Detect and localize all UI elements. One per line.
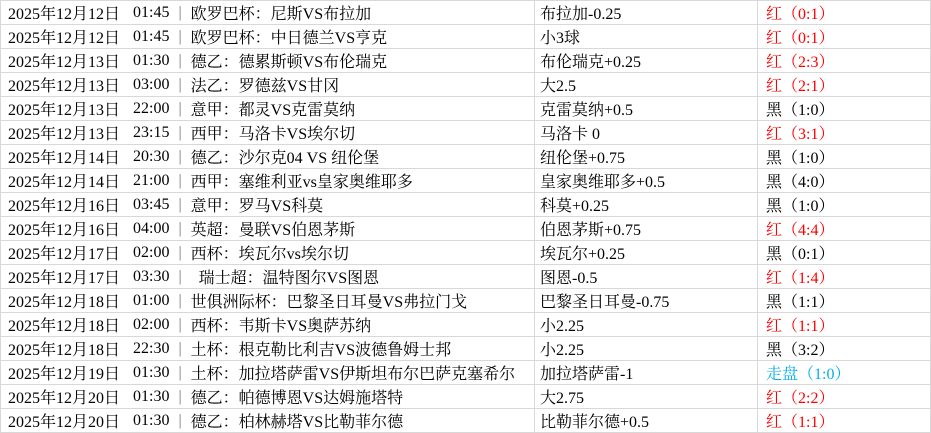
handicap-value: 布拉加-0.25 xyxy=(540,6,622,23)
handicap-cell xyxy=(534,49,757,72)
column-separator: | xyxy=(178,219,182,237)
match-time: 22:00 xyxy=(133,99,170,117)
match-date: 2025年12月18日 xyxy=(8,294,121,311)
match-time: 01:30 xyxy=(133,387,170,405)
result-cell xyxy=(757,241,930,264)
match-date: 2025年12月16日 xyxy=(8,198,121,215)
column-separator: | xyxy=(178,411,182,429)
handicap-cell xyxy=(534,241,757,264)
match-time: 02:00 xyxy=(133,315,170,333)
handicap-cell xyxy=(534,385,757,408)
result-value: 红（2:2） xyxy=(766,390,835,407)
match-name: 土杯：加拉塔萨雷VS伊斯坦布尔巴萨克塞希尔 xyxy=(190,366,516,383)
column-separator: | xyxy=(178,171,182,189)
handicap-value: 大2.75 xyxy=(540,390,585,407)
match-time: 02:00 xyxy=(133,243,170,261)
match-info-cell xyxy=(1,169,534,192)
handicap-cell xyxy=(534,121,757,144)
table-row xyxy=(1,169,930,193)
column-separator: | xyxy=(178,195,182,213)
handicap-value: 科莫+0.25 xyxy=(540,198,610,215)
handicap-cell xyxy=(534,25,757,48)
table-row xyxy=(1,361,930,385)
handicap-cell xyxy=(534,289,757,312)
match-name: 德乙：德累斯顿VS布伦瑞克 xyxy=(190,54,388,71)
match-info-cell xyxy=(1,121,534,144)
handicap-cell xyxy=(534,313,757,336)
handicap-value: 大2.5 xyxy=(540,78,577,95)
match-date: 2025年12月20日 xyxy=(8,414,121,431)
handicap-cell xyxy=(534,193,757,216)
match-name: 欧罗巴杯：中日德兰VS亨克 xyxy=(190,30,388,47)
handicap-value: 小3球 xyxy=(540,30,581,47)
table-row xyxy=(1,49,930,73)
result-cell xyxy=(757,73,930,96)
result-value: 红（3:1） xyxy=(766,126,835,143)
match-info-cell xyxy=(1,25,534,48)
match-date: 2025年12月14日 xyxy=(8,150,121,167)
result-cell xyxy=(757,145,930,168)
match-date: 2025年12月13日 xyxy=(8,54,121,71)
result-cell xyxy=(757,361,930,384)
result-cell xyxy=(757,337,930,360)
handicap-value: 小2.25 xyxy=(540,342,585,359)
match-info-cell xyxy=(1,1,534,24)
handicap-value: 图恩-0.5 xyxy=(540,270,598,287)
handicap-cell xyxy=(534,145,757,168)
result-cell xyxy=(757,313,930,336)
result-value: 黑（1:1） xyxy=(766,294,835,311)
match-date: 2025年12月18日 xyxy=(8,318,121,335)
result-cell xyxy=(757,25,930,48)
handicap-value: 布伦瑞克+0.25 xyxy=(540,54,642,71)
column-separator: | xyxy=(178,147,182,165)
result-value: 黑（1:0） xyxy=(766,150,835,167)
column-separator: | xyxy=(178,75,182,93)
column-separator: | xyxy=(178,363,182,381)
match-info-cell xyxy=(1,289,534,312)
match-date: 2025年12月17日 xyxy=(8,246,121,263)
table-row xyxy=(1,337,930,361)
result-cell xyxy=(757,169,930,192)
match-time: 03:45 xyxy=(133,195,170,213)
match-date: 2025年12月13日 xyxy=(8,102,121,119)
match-info-cell xyxy=(1,49,534,72)
match-info-cell xyxy=(1,97,534,120)
table-row xyxy=(1,121,930,145)
table-row xyxy=(1,73,930,97)
result-cell xyxy=(757,1,930,24)
match-date: 2025年12月13日 xyxy=(8,78,121,95)
result-cell xyxy=(757,385,930,408)
table-row xyxy=(1,289,930,313)
column-separator: | xyxy=(178,267,182,285)
table-row xyxy=(1,313,930,337)
match-name: 土杯：根克勒比利吉VS波德鲁姆士邦 xyxy=(190,342,452,359)
column-separator: | xyxy=(178,51,182,69)
table-row xyxy=(1,25,930,49)
handicap-value: 埃瓦尔+0.25 xyxy=(540,246,626,263)
match-time: 22:30 xyxy=(133,339,170,357)
column-separator: | xyxy=(178,3,182,21)
result-value: 红（1:1） xyxy=(766,414,835,431)
table-row xyxy=(1,193,930,217)
match-name: 德乙：柏林赫塔VS比勒菲尔德 xyxy=(190,414,404,431)
result-value: 红（0:1） xyxy=(766,30,835,47)
handicap-value: 纽伦堡+0.75 xyxy=(540,150,626,167)
handicap-value: 巴黎圣日耳曼-0.75 xyxy=(540,294,670,311)
column-separator: | xyxy=(178,123,182,141)
column-separator: | xyxy=(178,27,182,45)
table-row xyxy=(1,265,930,289)
table-row xyxy=(1,385,930,409)
handicap-cell xyxy=(534,361,757,384)
result-value: 黑（1:0） xyxy=(766,198,835,215)
match-name: 欧罗巴杯：尼斯VS布拉加 xyxy=(190,6,372,23)
result-value: 红（2:1） xyxy=(766,78,835,95)
match-date: 2025年12月13日 xyxy=(8,126,121,143)
match-date: 2025年12月14日 xyxy=(8,174,121,191)
match-name: 意甲：罗马VS科莫 xyxy=(190,198,324,215)
match-date: 2025年12月16日 xyxy=(8,222,121,239)
match-name: 西甲：塞维利亚vs皇家奥维耶多 xyxy=(190,174,413,191)
match-info-cell xyxy=(1,193,534,216)
table-row xyxy=(1,1,930,25)
match-name: 意甲：都灵VS克雷莫纳 xyxy=(190,102,356,119)
table-row xyxy=(1,241,930,265)
match-name: 世俱洲际杯：巴黎圣日耳曼VS弗拉门戈 xyxy=(190,294,468,311)
result-value: 红（0:1） xyxy=(766,6,835,23)
result-value: 黑（3:2） xyxy=(766,342,835,359)
match-date: 2025年12月12日 xyxy=(8,30,121,47)
handicap-value: 小2.25 xyxy=(540,318,585,335)
result-cell xyxy=(757,265,930,288)
match-time: 01:45 xyxy=(133,27,170,45)
handicap-cell xyxy=(534,409,757,432)
handicap-cell xyxy=(534,169,757,192)
column-separator: | xyxy=(178,99,182,117)
result-value: 红（1:1） xyxy=(766,318,835,335)
match-name: 瑞士超：温特图尔VS图恩 xyxy=(190,270,380,287)
result-value: 黑（4:0） xyxy=(766,174,835,191)
handicap-value: 克雷莫纳+0.5 xyxy=(540,102,634,119)
match-time: 03:00 xyxy=(133,75,170,93)
match-time: 01:30 xyxy=(133,411,170,429)
match-date: 2025年12月20日 xyxy=(8,390,121,407)
result-value: 走盘（1:0） xyxy=(766,366,851,383)
match-time: 21:00 xyxy=(133,171,170,189)
table-row xyxy=(1,217,930,241)
result-cell xyxy=(757,121,930,144)
result-cell xyxy=(757,289,930,312)
match-info-cell xyxy=(1,361,534,384)
result-value: 红（2:3） xyxy=(766,54,835,71)
match-time: 01:30 xyxy=(133,51,170,69)
match-time: 03:30 xyxy=(133,267,170,285)
match-time: 01:30 xyxy=(133,363,170,381)
column-separator: | xyxy=(178,387,182,405)
match-info-cell xyxy=(1,145,534,168)
match-info-cell xyxy=(1,313,534,336)
match-date: 2025年12月18日 xyxy=(8,342,121,359)
handicap-cell xyxy=(534,337,757,360)
column-separator: | xyxy=(178,315,182,333)
match-date: 2025年12月17日 xyxy=(8,270,121,287)
handicap-cell xyxy=(534,97,757,120)
match-info-cell xyxy=(1,337,534,360)
column-separator: | xyxy=(178,291,182,309)
result-cell xyxy=(757,49,930,72)
column-separator: | xyxy=(178,243,182,261)
match-info-cell xyxy=(1,73,534,96)
handicap-value: 加拉塔萨雷-1 xyxy=(540,366,634,383)
result-cell xyxy=(757,217,930,240)
result-value: 黑（0:1） xyxy=(766,246,835,263)
result-value: 黑（1:0） xyxy=(766,102,835,119)
handicap-value: 马洛卡 0 xyxy=(540,126,601,143)
handicap-cell xyxy=(534,265,757,288)
column-separator: | xyxy=(178,339,182,357)
match-name: 法乙：罗德兹VS甘冈 xyxy=(190,78,340,95)
match-time: 04:00 xyxy=(133,219,170,237)
handicap-value: 比勒菲尔德+0.5 xyxy=(540,414,650,431)
table-row xyxy=(1,409,930,433)
match-name: 德乙：沙尔克04 VS 纽伦堡 xyxy=(190,150,380,167)
handicap-cell xyxy=(534,73,757,96)
result-value: 红（1:4） xyxy=(766,270,835,287)
result-cell xyxy=(757,97,930,120)
match-info-cell xyxy=(1,265,534,288)
result-cell xyxy=(757,409,930,432)
match-date: 2025年12月19日 xyxy=(8,366,121,383)
match-time: 01:00 xyxy=(133,291,170,309)
handicap-cell xyxy=(534,217,757,240)
result-cell xyxy=(757,193,930,216)
match-name: 德乙：帕德博恩VS达姆施塔特 xyxy=(190,390,404,407)
match-time: 20:30 xyxy=(133,147,170,165)
match-info-cell xyxy=(1,217,534,240)
match-name: 西甲：马洛卡VS埃尔切 xyxy=(190,126,356,143)
table-row xyxy=(1,145,930,169)
match-name: 西杯：埃瓦尔vs埃尔切 xyxy=(190,246,349,263)
match-info-cell xyxy=(1,241,534,264)
match-name: 西杯：韦斯卡VS奥萨苏纳 xyxy=(190,318,372,335)
match-info-cell xyxy=(1,409,534,432)
handicap-cell xyxy=(534,1,757,24)
match-time: 23:15 xyxy=(133,123,170,141)
handicap-value: 皇家奥维耶多+0.5 xyxy=(540,174,666,191)
handicap-value: 伯恩茅斯+0.75 xyxy=(540,222,642,239)
table-row xyxy=(1,97,930,121)
match-name: 英超：曼联VS伯恩茅斯 xyxy=(190,222,356,239)
match-date: 2025年12月12日 xyxy=(8,6,121,23)
result-value: 红（4:4） xyxy=(766,222,835,239)
match-time: 01:45 xyxy=(133,3,170,21)
match-info-cell xyxy=(1,385,534,408)
